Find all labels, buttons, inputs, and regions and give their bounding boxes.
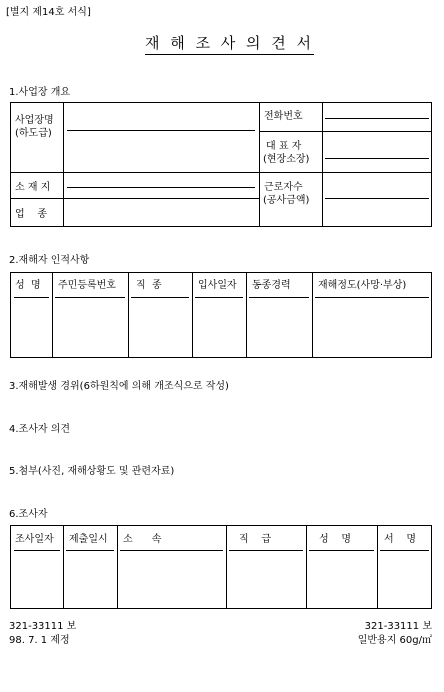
section-3-heading: 3.재해발생 경위(6하원칙에 의해 개조식으로 작성) bbox=[9, 381, 229, 392]
victim-col-injury-severity: 재해정도(사망·부상) bbox=[318, 280, 407, 291]
section-1-heading: 1.사업장 개요 bbox=[9, 87, 71, 98]
footer-enactment-date: 98. 7. 1 제정 bbox=[9, 635, 70, 646]
workplace-table bbox=[10, 102, 432, 227]
victim-col-hire-date: 입사일자 bbox=[198, 280, 237, 291]
section-6-heading: 6.조사자 bbox=[9, 509, 48, 520]
section-4-heading: 4.조사자 의견 bbox=[9, 424, 71, 435]
investigator-col-rank: 직 급 bbox=[239, 534, 272, 545]
victim-col-occupation: 직 종 bbox=[136, 280, 162, 291]
site-manager-label: (현장소장) bbox=[263, 154, 310, 165]
form-title: 재 해 조 사 의 견 서 bbox=[145, 32, 314, 55]
footer-paper-spec: 일반용지 60g/㎡ bbox=[357, 635, 432, 646]
victim-col-resident-number: 주민등록번호 bbox=[58, 280, 116, 291]
investigator-col-date: 조사일자 bbox=[15, 534, 54, 545]
victim-col-name: 성 명 bbox=[15, 280, 41, 291]
company-name-label: 사업장명 bbox=[15, 115, 54, 126]
investigator-table bbox=[10, 525, 432, 609]
investigator-col-name: 성 명 bbox=[319, 534, 352, 545]
worker-count-label: 근로자수 bbox=[264, 182, 303, 193]
construction-amount-label: (공사금액) bbox=[263, 195, 310, 206]
phone-label: 전화번호 bbox=[264, 111, 303, 122]
footer-code-right: 321-33111 보 bbox=[364, 621, 432, 632]
business-type-label: 업 종 bbox=[15, 209, 48, 220]
section-5-heading: 5.첨부(사진, 재해상황도 및 관련자료) bbox=[9, 466, 175, 477]
victim-table bbox=[10, 272, 432, 358]
address-label: 소 재 지 bbox=[15, 182, 51, 193]
form-number: [별지 제14호 서식] bbox=[6, 7, 91, 18]
investigator-col-submit-date: 제출일시 bbox=[69, 534, 108, 545]
investigator-col-signature: 서 명 bbox=[384, 534, 417, 545]
footer-code-left: 321-33111 보 bbox=[9, 621, 77, 632]
subcontract-label: (하도급) bbox=[15, 128, 52, 139]
victim-col-experience: 동종경력 bbox=[252, 280, 291, 291]
representative-label: 대 표 자 bbox=[266, 141, 302, 152]
investigator-col-affiliation: 소 속 bbox=[123, 534, 162, 545]
section-2-heading: 2.재해자 인적사항 bbox=[9, 255, 90, 266]
